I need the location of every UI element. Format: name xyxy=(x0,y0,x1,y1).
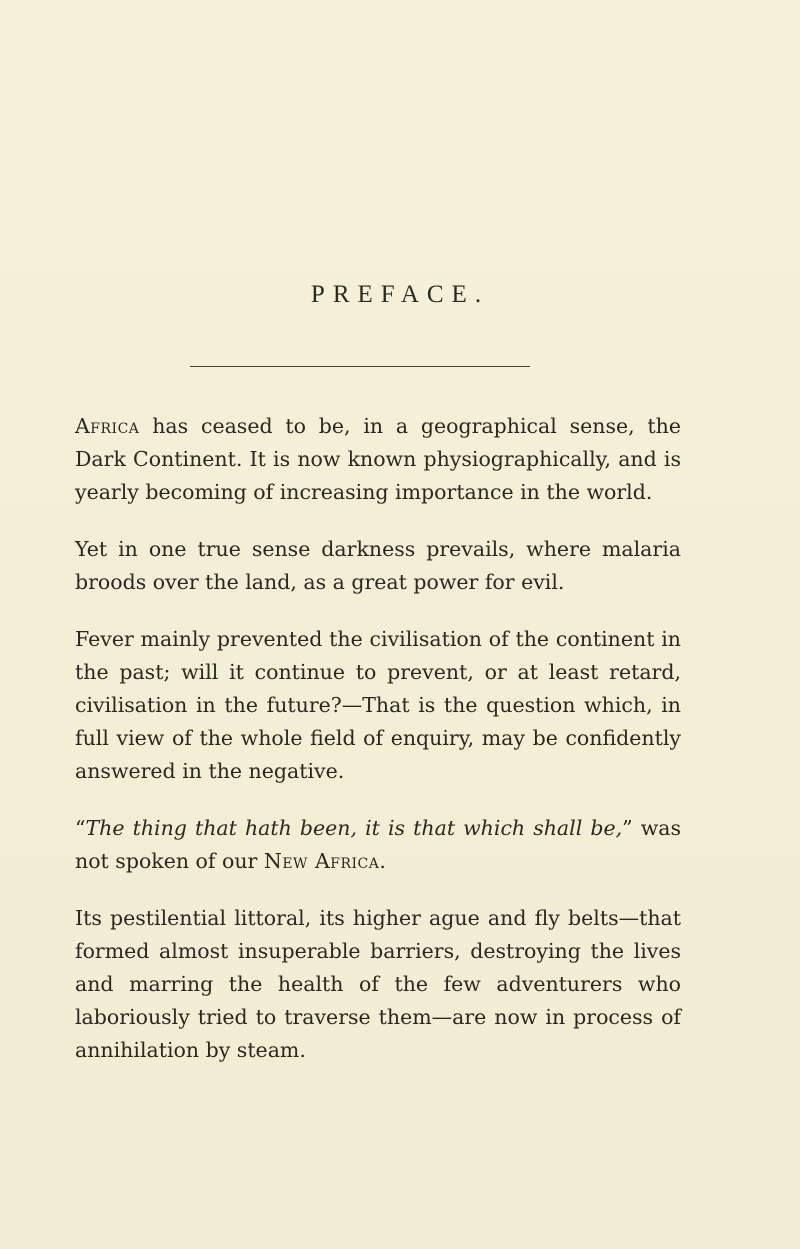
title-rule-divider xyxy=(190,366,530,367)
paragraph-3: Fever mainly prevented the civilisation of the continent in the past; will it continue to prevent, or at least retard, civilisation in the future?—That is the question which, in full view of the whole field of enquiry, may be confidently answered in the negative. xyxy=(75,627,681,783)
open-quote: “ xyxy=(75,816,86,840)
paragraph-1-text: has ceased to be, in a geographical sense, the Dark Continent. It is now known physiographically, and is yearly becoming of increasing importance in the world. xyxy=(75,414,681,504)
paragraph-4 xyxy=(75,812,681,878)
paragraph-4-quotation: The thing that hath been, it is that which shall be, xyxy=(85,816,623,840)
paragraph-1 xyxy=(75,410,681,509)
page-title: PREFACE. xyxy=(310,281,490,308)
paragraph-5: Its pestilential littoral, its higher ague and fly belts—that formed almost insuperable barriers, destroying the lives and marring the health of the few adventurers who laboriously tried to traverse them—are now in process of annihilation by steam. xyxy=(75,906,681,1062)
preface-body xyxy=(75,410,681,1091)
paragraph-4-new-africa: New Africa xyxy=(263,849,380,873)
paragraph-1-lead-word: Africa xyxy=(75,414,140,438)
paragraph-4-end: . xyxy=(379,849,386,873)
paragraph-4-text: was not spoken of our xyxy=(75,816,681,873)
close-quote: ” xyxy=(622,816,633,840)
paragraph-2: Yet in one true sense darkness prevails, where malaria broods over the land, as a great power for evil. xyxy=(75,537,681,594)
